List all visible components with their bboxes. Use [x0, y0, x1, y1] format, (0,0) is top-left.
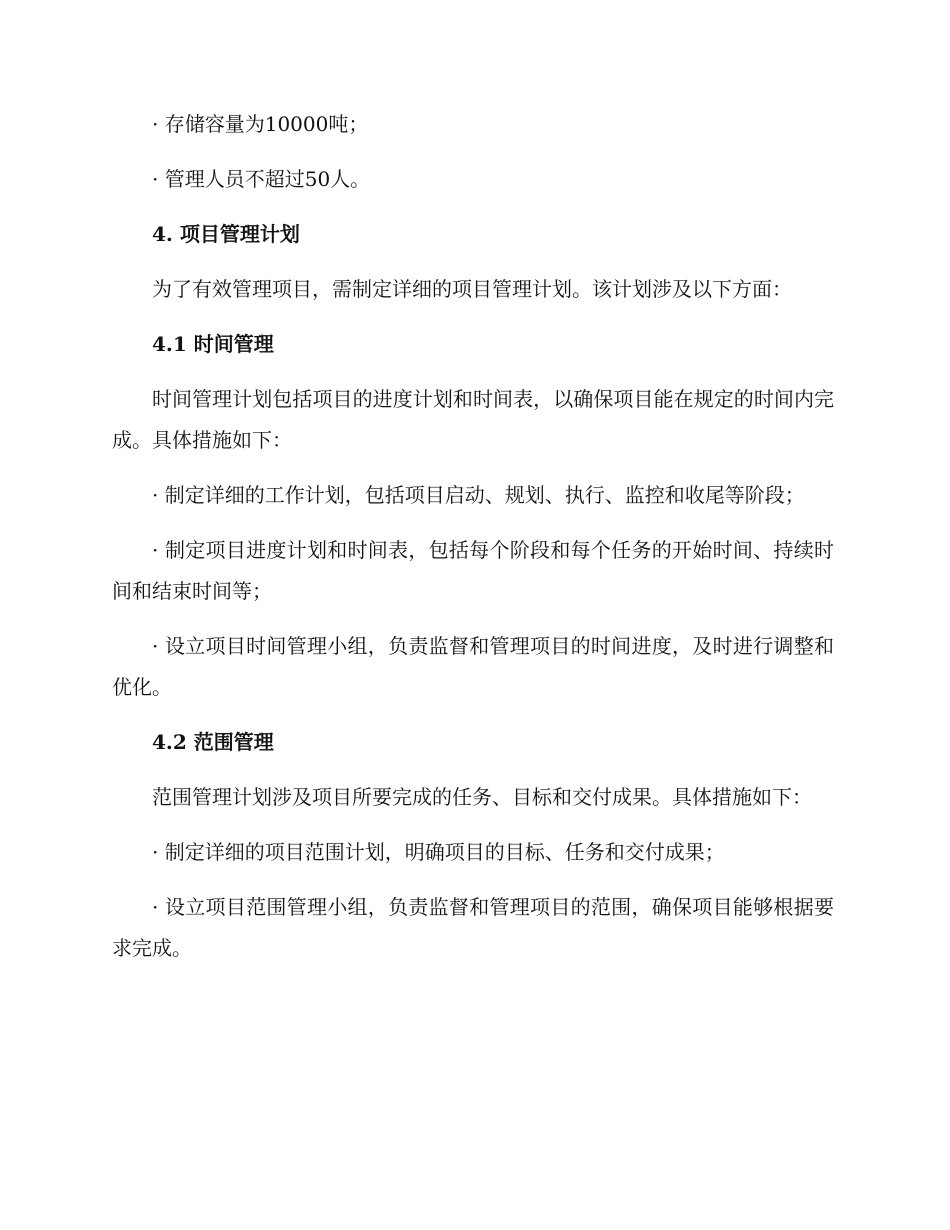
list-item-storage-capacity: · 存储容量为10000吨；	[152, 112, 369, 136]
paragraph-time-management-intro: 时间管理计划包括项目的进度计划和时间表，以确保项目能在规定的时间内完成。具体措施如下：	[112, 387, 834, 452]
document-page	[112, 104, 834, 969]
list-item-staff-limit: · 管理人员不超过50人。	[152, 167, 371, 191]
paragraph-scope-management-intro: 范围管理计划涉及项目所要完成的任务、目标和交付成果。具体措施如下：	[152, 785, 812, 809]
section-heading-scope-management: 4.2 范围管理	[152, 730, 274, 754]
list-item: · 设立项目范围管理小组，负责监督和管理项目的范围，确保项目能够根据要求完成。	[112, 895, 834, 960]
paragraph-plan-intro: 为了有效管理项目，需制定详细的项目管理计划。该计划涉及以下方面：	[152, 277, 792, 301]
list-item: · 制定详细的项目范围计划，明确项目的目标、任务和交付成果；	[152, 840, 725, 864]
list-item: · 制定项目进度计划和时间表，包括每个阶段和每个任务的开始时间、持续时间和结束时间等；	[112, 538, 834, 603]
section-heading-time-management: 4.1 时间管理	[152, 332, 274, 356]
list-item: · 设立项目时间管理小组，负责监督和管理项目的时间进度，及时进行调整和优化。	[112, 634, 834, 699]
list-item: · 制定详细的工作计划，包括项目启动、规划、执行、监控和收尾等阶段；	[152, 483, 805, 507]
section-heading-project-management-plan: 4. 项目管理计划	[152, 222, 300, 246]
